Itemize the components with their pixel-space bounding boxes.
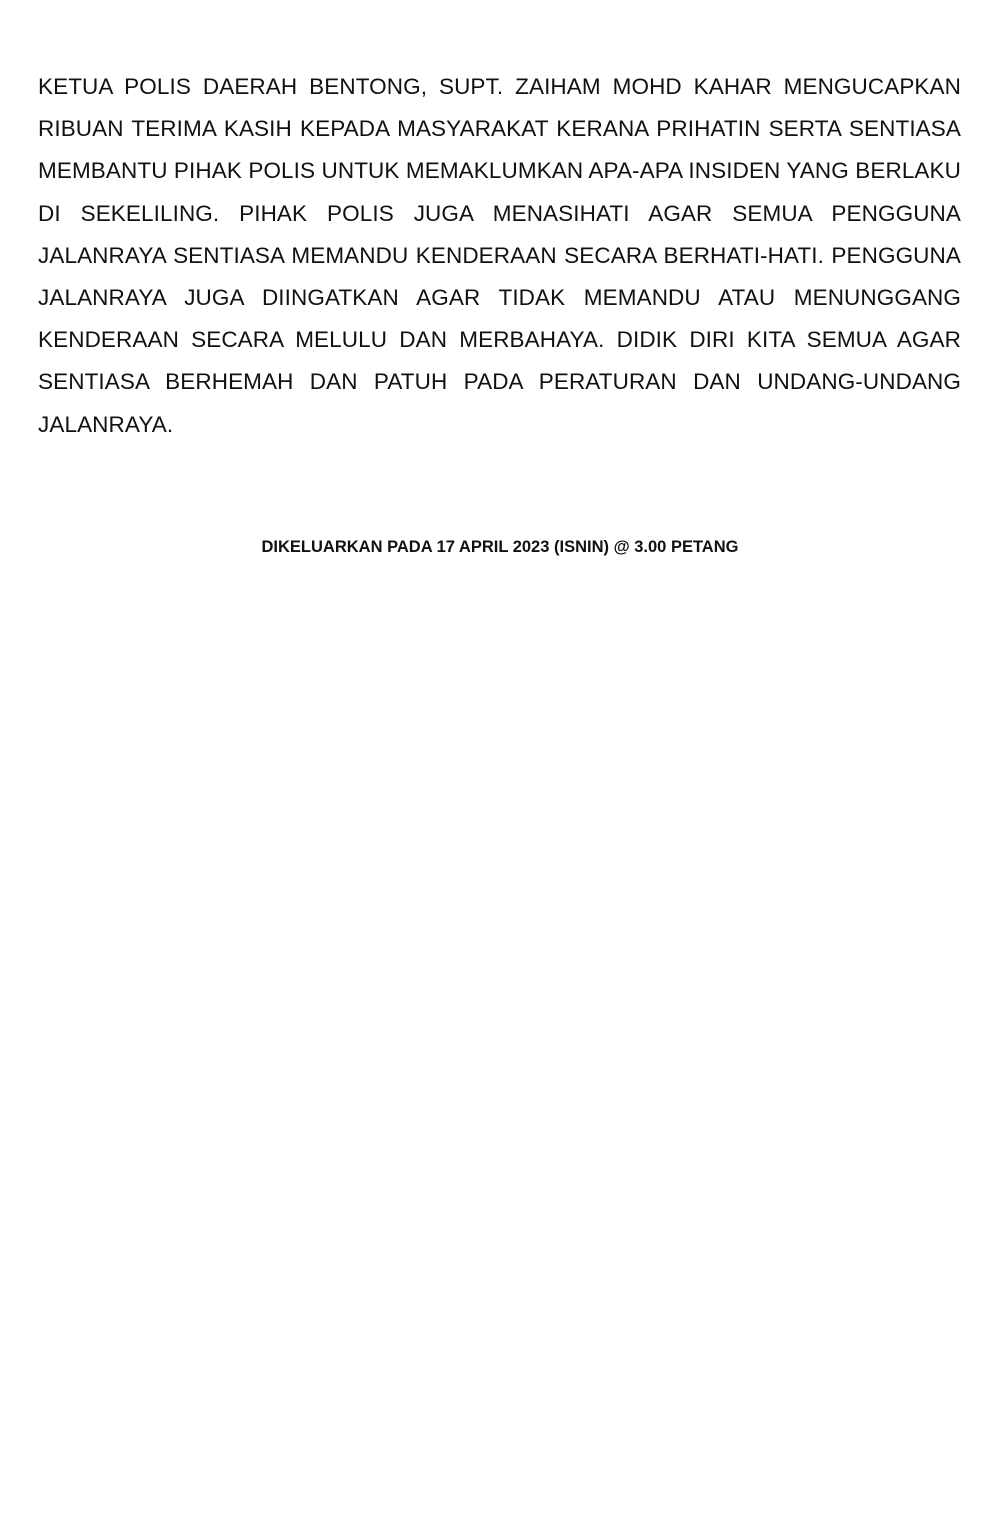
release-date-line: DIKELUARKAN PADA 17 APRIL 2023 (ISNIN) @ 3.00 PETANG — [261, 538, 739, 556]
statement-paragraph: KETUA POLIS DAERAH BENTONG, SUPT. ZAIHAM MOHD KAHAR MENGUCAPKAN RIBUAN TERIMA KASIH KEPADA MASYARAKAT KERANA PRIHATIN SERTA SENTIASA MEMBANTU PIHAK POLIS UNTUK MEMAKLUMKAN APA-APA INSIDEN YANG BERLAKU DI SEKELILING. PIHAK POLIS JUGA MENASIHATI AGAR SEMUA PENGGUNA JALANRAYA SENTIASA MEMANDU KENDERAAN SECARA BERHATI-HATI. PENGGUNA JALANRAYA JUGA DIINGATKAN AGAR TIDAK MEMANDU ATAU MENUNGGANG KENDERAAN SECARA MELULU DAN MERBAHAYA. DIDIK DIRI KITA SEMUA AGAR SENTIASA BERHEMAH DAN PATUH PADA PERATURAN DAN UNDANG-UNDANG JALANRAYA. — [38, 74, 961, 437]
